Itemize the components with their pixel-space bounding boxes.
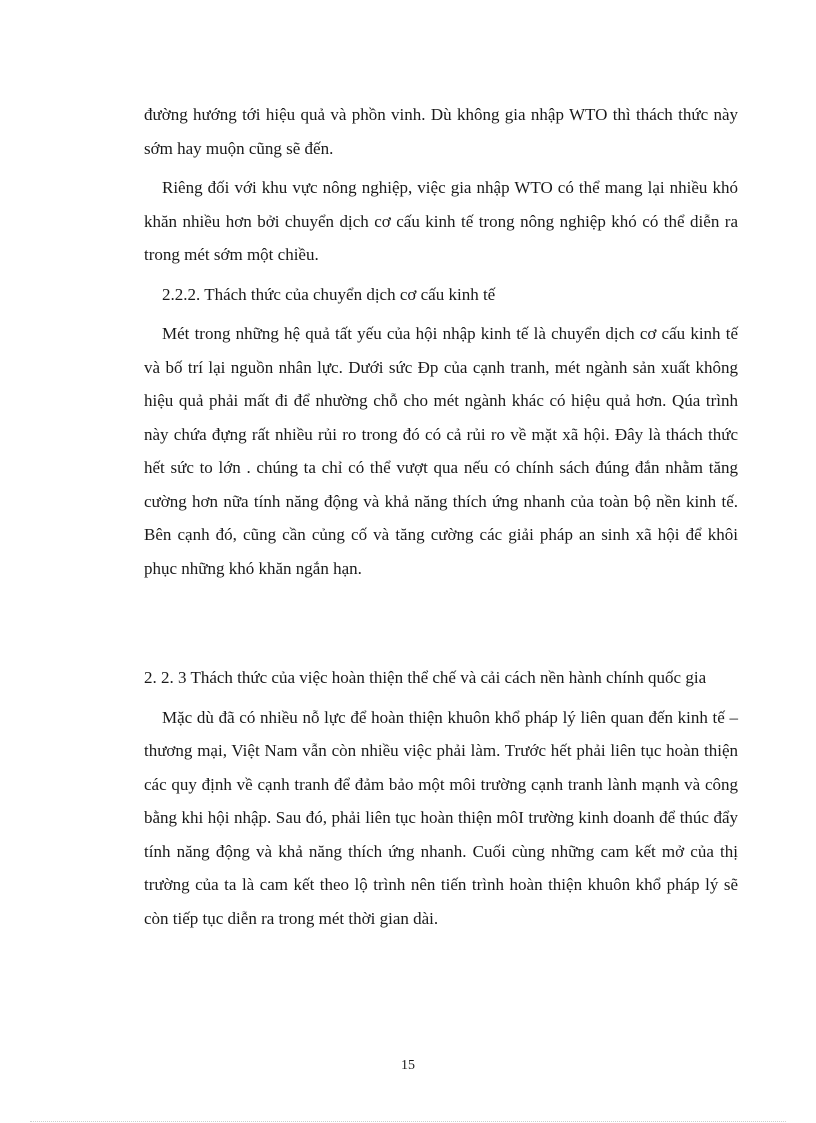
section-2-2-3-content xyxy=(144,661,738,935)
paragraph-agriculture: Riêng đối với khu vực nông nghiệp, việc gia nhập WTO có thể mang lại nhiều khó khăn nhiều hơn bởi chuyển dịch cơ cấu kinh tế trong nông nghiệp khó có thể diễn ra trong mét sớm một chiều. xyxy=(144,178,738,264)
section-2-2-content xyxy=(144,98,738,585)
paragraph-2-2-2: Mét trong những hệ quả tất yếu của hội nhập kinh tế là chuyển dịch cơ cấu kinh tế và bố trí lại nguồn nhân lực. Dưới sức Đp của cạnh tranh, mét ngành sản xuất không hiệu quả phải mất đi để nhường chỗ cho mét ngành khác có hiệu quả hơn. Qúa trình này chứa đựng rất nhiều rủi ro trong đó có cả rủi ro về mặt xã hội. Đây là thách thức hết sức to lớn . chúng ta chỉ có thể vượt qua nếu có chính sách đúng đắn nhằm tăng cường hơn nữa tính năng động và khả năng thích ứng nhanh của toàn bộ nền kinh tế. Bên cạnh đó, cũng cần củng cố và tăng cường các giải pháp an sinh xã hội để khôi phục những khó khăn ngắn hạn. xyxy=(144,324,738,578)
page-number: 15 xyxy=(401,1058,415,1073)
paragraph-2-2-3: Mặc dù đã có nhiều nỗ lực để hoàn thiện khuôn khổ pháp lý liên quan đến kinh tế – thương mại, Việt Nam vẫn còn nhiều việc phải làm. Trước hết phải liên tục hoàn thiện các quy định về cạnh tranh để đảm bảo một môi trường cạnh tranh lành mạnh và công bằng khi hội nhập. Sau đó, phải liên tục hoàn thiện môI trường kinh doanh để thúc đẩy tính năng động và khả năng thích ứng nhanh. Cuối cùng những cam kết mở của thị trường của ta là cam kết theo lộ trình nên tiến trình hoàn thiện khuôn khổ pháp lý sẽ còn tiếp tục diễn ra trong mét thời gian dài. xyxy=(144,707,738,928)
paragraph-continued: đường hướng tới hiệu quả và phồn vinh. Dù không gia nhập WTO thì thách thức này sớm hay muộn cũng sẽ đến. xyxy=(144,105,738,158)
page-bottom-divider xyxy=(30,1121,786,1122)
heading-2-2-3: 2. 2. 3 Thách thức của việc hoàn thiện thể chế và cải cách nền hành chính quốc gia xyxy=(144,668,707,687)
heading-2-2-2: 2.2.2. Thách thức của chuyển dịch cơ cấu kinh tế xyxy=(162,284,496,304)
